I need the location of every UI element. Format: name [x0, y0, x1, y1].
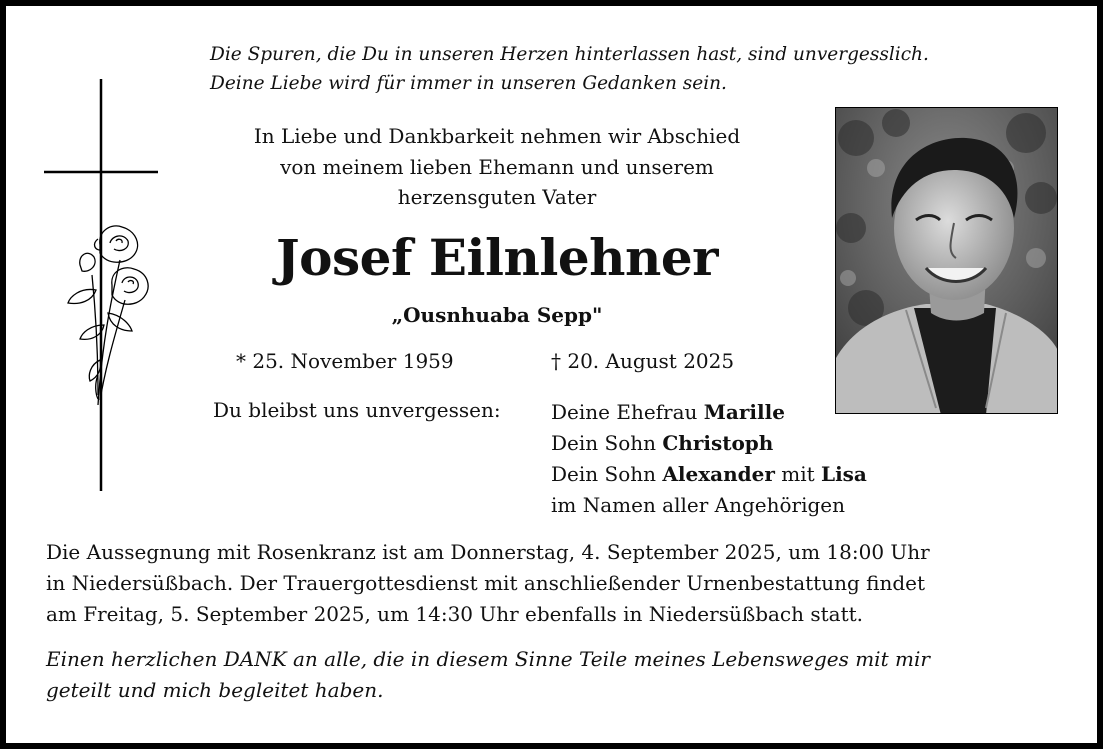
signature-prefix: Deine Ehefrau: [551, 400, 704, 424]
intro-line-3: herzensguten Vater: [397, 185, 597, 209]
farewell-text: Du bleibst uns unvergessen:: [213, 398, 501, 422]
signature-extra-name: Lisa: [821, 462, 867, 486]
deceased-name: Josef Eilnlehner: [276, 228, 718, 287]
signature-line: [551, 431, 773, 455]
intro-line-2: von meinem lieben Ehemann und unserem: [280, 155, 714, 179]
intro-line-1: In Liebe und Dankbarkeit nehmen wir Abschied: [253, 124, 741, 148]
quote-line-2: Deine Liebe wird für immer in unseren Gedanken sein.: [210, 73, 727, 94]
service-line-2: in Niedersüßbach. Der Trauergottesdienst mit anschließender Urnenbestattung findet: [46, 571, 926, 595]
signature-name: Marille: [703, 400, 785, 424]
signature-prefix: Dein Sohn: [551, 462, 663, 486]
cross-with-roses-icon: [40, 75, 165, 495]
signature-suffix: mit: [774, 462, 822, 486]
signature-prefix: Dein Sohn: [551, 431, 663, 455]
deceased-nickname: „Ousnhuaba Sepp": [391, 303, 603, 327]
quote-line-1: Die Spuren, die Du in unseren Herzen hinterlassen hast, sind unvergesslich.: [210, 44, 929, 65]
signature-line: [551, 462, 867, 486]
signature-name: Christoph: [662, 431, 774, 455]
signature-name: Alexander: [662, 462, 775, 486]
portrait-photo: [835, 107, 1058, 414]
signature-line: [551, 493, 845, 517]
thanks-line-1: Einen herzlichen DANK an alle, die in diesem Sinne Teile meines Lebensweges mit mir: [46, 647, 930, 671]
signature-line: [551, 400, 785, 424]
thanks-line-2: geteilt und mich begleitet haben.: [46, 678, 384, 702]
service-line-1: Die Aussegnung mit Rosenkranz ist am Donnerstag, 4. September 2025, um 18:00 Uhr: [46, 540, 930, 564]
death-date: † 20. August 2025: [551, 349, 735, 373]
birth-date: * 25. November 1959: [236, 349, 454, 373]
signature-prefix: im Namen aller Angehörigen: [551, 493, 846, 517]
service-line-3: am Freitag, 5. September 2025, um 14:30 Uhr ebenfalls in Niedersüßbach statt.: [46, 602, 864, 626]
